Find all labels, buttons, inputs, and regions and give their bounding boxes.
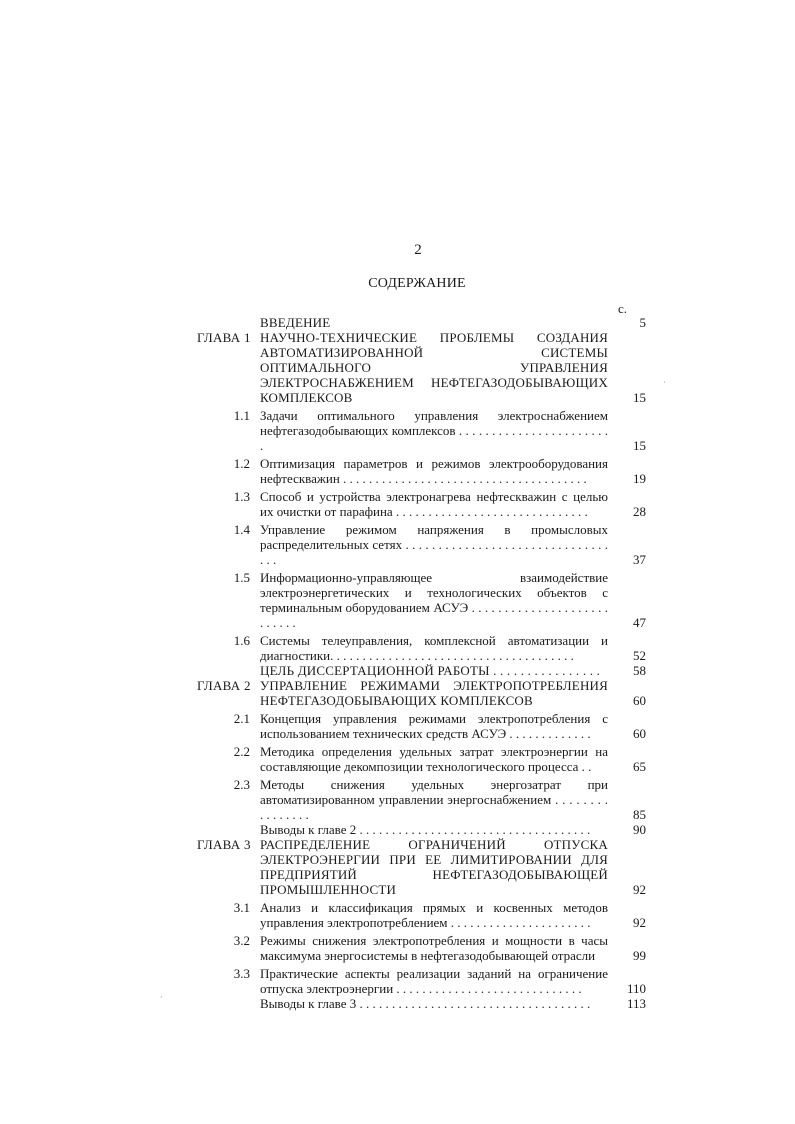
toc-entry-number: ГЛАВА 1 <box>197 330 251 345</box>
toc-entry-title: Задачи оптимального управления электроснабжением нефтегазодобывающих комплексов . . . . . . . . . . . . . . . . . . . . . . . . <box>260 408 608 453</box>
toc-entry-number: 2.2 <box>233 744 250 759</box>
toc-entry-page: 5 <box>639 315 646 330</box>
toc-entry-number: 1.5 <box>233 570 250 585</box>
toc-entry-title: Концепция управления режимами электропотребления с использованием технических средств АСУЭ . . . . . . . . . . . . . <box>260 711 608 741</box>
toc-entry-title: Управление режимом напряжения в промысловых распределительных сетях . . . . . . . . . . . . . . . . . . . . . . . . . . . . . . . . . . <box>260 522 608 567</box>
toc-entry <box>190 570 650 630</box>
toc-entry-title: Методика определения удельных затрат электроэнергии на составляющие декомпозиции технологического процесса . . <box>260 744 608 774</box>
toc-entry-number: 3.2 <box>233 933 250 948</box>
toc-entry-title: НАУЧНО-ТЕХНИЧЕСКИЕ ПРОБЛЕМЫ СОЗДАНИЯ АВТОМАТИЗИРОВАННОЙ СИСТЕМЫ ОПТИМАЛЬНОГО УПРАВЛЕНИЯ ЭЛЕКТРОСНАБЖЕНИЕМ НЕФТЕГАЗОДОБЫВАЮЩИХ КОМПЛЕКСОВ <box>260 330 608 405</box>
toc-entry-number: 1.2 <box>233 456 250 471</box>
toc-entry <box>190 330 650 405</box>
toc-entry-number: ГЛАВА 3 <box>197 837 251 852</box>
toc-entry-page: 65 <box>633 759 646 774</box>
toc-entry-title: Выводы к главе 2 . . . . . . . . . . . . . . . . . . . . . . . . . . . . . . . . . . . . <box>260 822 591 837</box>
toc-entry-number: 2.3 <box>233 777 250 792</box>
toc-entry-number: 1.6 <box>233 633 250 648</box>
toc-entry-number: 3.1 <box>233 900 250 915</box>
toc-entry-title: ВВЕДЕНИЕ <box>260 315 331 330</box>
toc-entry-page: 28 <box>633 504 646 519</box>
toc-entry-title: Информационно-управляющее взаимодействие электроэнергетических и технологических объектов с терминальным оборудованием АСУЭ . . . . . . . . . . . . . . . . . . . . . . . . . . . <box>260 570 608 630</box>
toc-entry <box>190 633 650 663</box>
toc-entry <box>190 663 650 678</box>
scan-speck: · <box>160 993 163 1002</box>
toc-entry-page: 19 <box>633 471 646 486</box>
toc-entry-page: 90 <box>633 822 646 837</box>
toc-entry-title: УПРАВЛЕНИЕ РЕЖИМАМИ ЭЛЕКТРОПОТРЕБЛЕНИЯ НЕФТЕГАЗОДОБЫВАЮЩИХ КОМПЛЕКСОВ <box>260 678 608 708</box>
toc-entry-title: РАСПРЕДЕЛЕНИЕ ОГРАНИЧЕНИЙ ОТПУСКА ЭЛЕКТРОЭНЕРГИИ ПРИ ЕЕ ЛИМИТИРОВАНИИ ДЛЯ ПРЕДПРИЯТИЙ НЕФТЕГАЗОДОБЫВАЮЩЕЙ ПРОМЫШЛЕННОСТИ <box>260 837 608 897</box>
toc-entry-title: Способ и устройства электронагрева нефтескважин с целью их очистки от парафина . . . . . . . . . . . . . . . . . . . . . . . . . . . . . . <box>260 489 608 519</box>
page-number: 2 <box>414 242 422 258</box>
toc-entry-number: 2.1 <box>233 711 250 726</box>
toc-entry-page: 37 <box>633 552 646 567</box>
toc-entry-page: 60 <box>633 726 646 741</box>
toc-entry-page: 113 <box>626 996 646 1011</box>
toc-entry-page: 15 <box>633 438 646 453</box>
toc-entry-page: 58 <box>633 663 646 678</box>
toc-entry-number: 3.3 <box>233 966 250 981</box>
toc-entry-page: 99 <box>633 948 646 963</box>
toc-entry <box>190 456 650 486</box>
toc-entry-number: 1.4 <box>233 522 250 537</box>
toc-entry <box>190 522 650 567</box>
toc-entry-page: 85 <box>633 807 646 822</box>
toc-entry <box>190 837 650 897</box>
toc-entry <box>190 933 650 963</box>
toc-entry <box>190 966 650 996</box>
toc-entry <box>190 744 650 774</box>
toc-entry-page: 92 <box>633 915 646 930</box>
page-title: СОДЕРЖАНИЕ <box>368 276 466 291</box>
toc-entry <box>190 822 650 837</box>
toc-entry-title: Выводы к главе 3 . . . . . . . . . . . . . . . . . . . . . . . . . . . . . . . . . . . . <box>260 996 591 1011</box>
toc-entry-title: Практические аспекты реализации заданий на ограничение отпуска электроэнергии . . . . . . . . . . . . . . . . . . . . . . . . . . . . . <box>260 966 608 996</box>
toc-entry-page: 60 <box>633 693 646 708</box>
page-column-label: с. <box>618 301 628 316</box>
toc-entry-number: ГЛАВА 2 <box>197 678 251 693</box>
toc-entry-title: Режимы снижения электропотребления и мощности в часы максимума энергосистемы в нефтегазодобывающей отрасли <box>260 933 608 963</box>
toc-entry-number: 1.1 <box>233 408 250 423</box>
toc-entry-title: Системы телеуправления, комплексной автоматизации и диагностики. . . . . . . . . . . . . . . . . . . . . . . . . . . . . . . . . . . . . . <box>260 633 608 663</box>
toc-entry-page: 52 <box>633 648 646 663</box>
toc-entry <box>190 996 650 1011</box>
toc-entry-page: 110 <box>626 981 646 996</box>
toc-entry-title: ЦЕЛЬ ДИССЕРТАЦИОННОЙ РАБОТЫ . . . . . . . . . . . . . . . . <box>260 663 601 678</box>
toc-entry-title: Методы снижения удельных энергозатрат при автоматизированном управлении энергоснабжением . . . . . . . . . . . . . . . . <box>260 777 608 822</box>
toc-entry <box>190 489 650 519</box>
table-of-contents <box>190 315 650 1011</box>
toc-entry-page: 47 <box>633 615 646 630</box>
toc-entry-page: 15 <box>633 390 646 405</box>
scan-speck: · <box>663 378 666 387</box>
toc-entry-number: 1.3 <box>233 489 250 504</box>
toc-entry <box>190 777 650 822</box>
toc-entry-title: Анализ и классификация прямых и косвенных методов управления электропотреблением . . . . . . . . . . . . . . . . . . . . . . <box>260 900 608 930</box>
toc-entry <box>190 678 650 708</box>
toc-entry-title: Оптимизация параметров и режимов электрооборудования нефтескважин . . . . . . . . . . . . . . . . . . . . . . . . . . . . . . . . . . . . . . <box>260 456 608 486</box>
toc-entry <box>190 900 650 930</box>
toc-entry <box>190 711 650 741</box>
toc-entry-page: 92 <box>633 882 646 897</box>
toc-entry <box>190 408 650 453</box>
toc-entry <box>190 315 650 330</box>
